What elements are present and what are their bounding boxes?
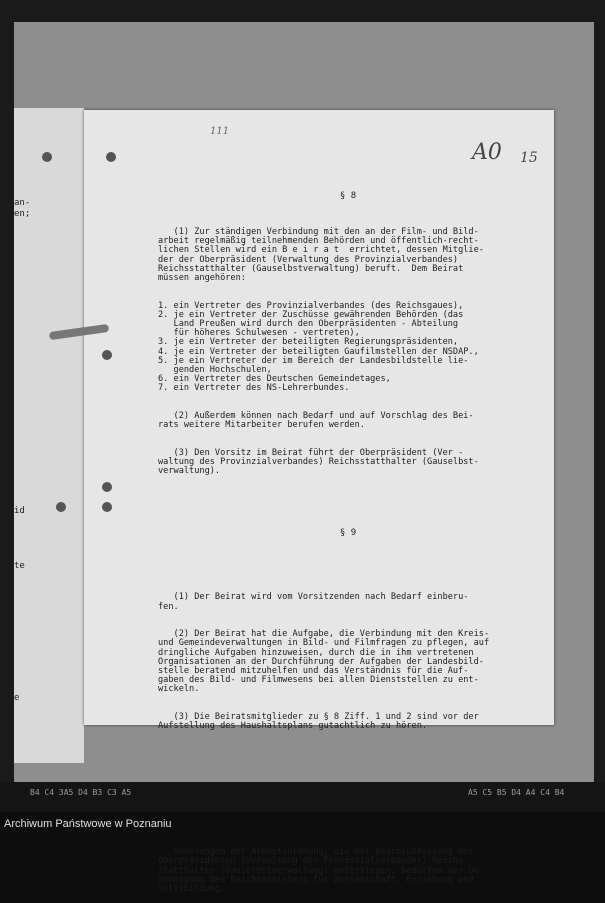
left-margin-fragment — [14, 363, 30, 374]
left-margin-fragment — [14, 660, 30, 671]
left-margin-fragment — [14, 418, 30, 429]
left-margin-fragment — [14, 627, 30, 638]
left-margin-fragment: en; — [14, 209, 31, 219]
left-margin-fragment — [14, 539, 30, 550]
left-margin-fragment — [14, 220, 30, 231]
left-margin-fragment — [14, 264, 30, 275]
section-8-paragraph-3: (3) Den Vorsitz im Beirat führt der Oberpräsident (Ver - waltung des Provinzialverbandes) Reichsstatthalter (Gauselbst- verwaltung). — [158, 447, 479, 477]
left-margin-fragment — [14, 308, 30, 319]
left-margin-text — [14, 198, 30, 704]
handwritten-page-number: 15 — [520, 150, 538, 166]
section-8-heading: § 8 — [339, 191, 357, 202]
left-margin-fragment — [14, 319, 30, 330]
left-margin-fragment — [14, 429, 30, 440]
left-margin-fragment — [14, 649, 30, 660]
left-margin-fragment — [14, 616, 30, 627]
left-margin-fragment — [14, 407, 30, 418]
section-9-heading: § 9 — [339, 528, 357, 539]
punch-hole-top-2 — [106, 152, 116, 162]
left-margin-fragment — [14, 594, 30, 605]
left-margin-fragment — [14, 440, 30, 451]
section-8-list: 1. ein Vertreter des Provinzialverbandes (des Reichsgaues), 2. je ein Vertreter der Zuschüsse gewährenden Behörden (das Land Preußen wird durch den Oberpräsidenten - Abteilung für höheres Schulwesen - vertreten), 3. je ein Vertreter der beteiligten Regierungspräsidenten, 4. je ein Vertreter der beteiligten Gaufilmstellen der NSDAP., 5. je ein Vertreter der im Bereich der Landesbildstelle lie- genden Hochschulen, 6. ein Vertreter des Deutschen Gemeindetages, 7. ein Vertreter des NS-Lehrerbundes. — [158, 300, 479, 394]
left-margin-fragment — [14, 495, 30, 506]
left-margin-fragment — [14, 352, 30, 363]
left-margin-fragment — [14, 605, 30, 616]
left-margin-fragment: an- — [14, 198, 31, 208]
handwritten-archive-number: A0 — [472, 140, 502, 165]
left-margin-fragment — [14, 242, 30, 253]
left-margin-fragment — [14, 550, 30, 561]
left-margin-fragment — [14, 374, 30, 385]
left-margin-fragment — [14, 231, 30, 242]
left-margin-fragment — [14, 297, 30, 308]
reference-mark: 111 — [210, 126, 230, 137]
punch-hole-top — [42, 152, 52, 162]
section-9-paragraph-2: (2) Der Beirat hat die Aufgabe, die Verbindung mit den Kreis- und Gemeindeverwaltungen in Bild- und Filmfragen zu pflegen, auf dringliche Aufgaben hinzuweisen, durch die in ihm vertretenen Organisationen an der Durchführung der Aufgaben der Landesbild- stelle beratend mitzuhelfen und das Verständnis für die Auf- gaben des Bild- und Filmwesens bei allen Dienststellen zu ent- wickeln. — [158, 629, 490, 695]
left-margin-fragment — [14, 682, 30, 693]
section-9-paragraph-3: (3) Die Beiratsmitglieder zu § 8 Ziff. 1 und 2 sind vor der Aufstellung des Haushaltsplans gutachtlich zu hören. — [158, 711, 479, 732]
left-margin-fragment — [14, 517, 30, 528]
left-margin-fragment — [14, 583, 30, 594]
punch-hole-bottom-2 — [102, 482, 112, 492]
section-10-paragraph-1: Änderungen der Arbeitsordnung, die der Beschlußfassung des Oberpräsidenten (Verwaltung des Provinzialverbandes) Reichs- statthalter (Gauselbstverwaltung) unterliegen, bedürfen der Ge- nehmigung des Reichsministers für Wissenschaft, Erziehung und Volksbildung. — [158, 847, 484, 895]
left-margin-fragment: e — [14, 693, 20, 703]
left-margin-fragment: id — [14, 506, 25, 516]
punch-hole-mid — [102, 350, 112, 360]
left-margin-fragment — [14, 462, 30, 473]
left-margin-fragment — [14, 451, 30, 462]
left-margin-fragment — [14, 572, 30, 583]
left-margin-fragment — [14, 484, 30, 495]
left-margin-fragment — [14, 330, 30, 341]
left-margin-fragment — [14, 473, 30, 484]
film-codes-right: A5 C5 B5 D4 A4 C4 B4 — [468, 788, 565, 797]
left-margin-fragment — [14, 275, 30, 286]
left-margin-fragment — [14, 396, 30, 407]
left-margin-fragment — [14, 253, 30, 264]
punch-hole-bottom — [56, 502, 66, 512]
section-8-paragraph-1: (1) Zur ständigen Verbindung mit den an der Film- und Bild- arbeit regelmäßig teilnehmenden Behörden und öffentlich-recht- lichen Stellen wird ein B e i r a t errichtet, dessen Mitglie- der der Oberpräsident (Verwaltung des Provinzialverbandes) Reichsstatthalter (Gauselbstverwaltung) beruft. Dem Beirat müssen angehören: — [158, 227, 484, 284]
left-margin-fragment — [14, 528, 30, 539]
section-9-paragraph-1: (1) Der Beirat wird vom Vorsitzenden nach Bedarf einberu- fen. — [158, 592, 469, 612]
archive-name: Archiwum Państwowe w Poznaniu — [4, 818, 172, 830]
left-margin-fragment — [14, 286, 30, 297]
film-codes-left: B4 C4 3A5 D4 B3 C3 A5 — [30, 788, 132, 797]
left-margin-fragment — [14, 671, 30, 682]
left-margin-fragment — [14, 385, 30, 396]
punch-hole-bottom-3 — [102, 502, 112, 512]
left-margin-fragment — [14, 341, 30, 352]
left-margin-fragment — [14, 638, 30, 649]
left-margin-fragment: te — [14, 561, 25, 571]
film-edge-band — [0, 782, 605, 812]
section-8-paragraph-2: (2) Außerdem können nach Bedarf und auf Vorschlag des Bei- rats weitere Mitarbeiter berufen werden. — [158, 411, 474, 431]
